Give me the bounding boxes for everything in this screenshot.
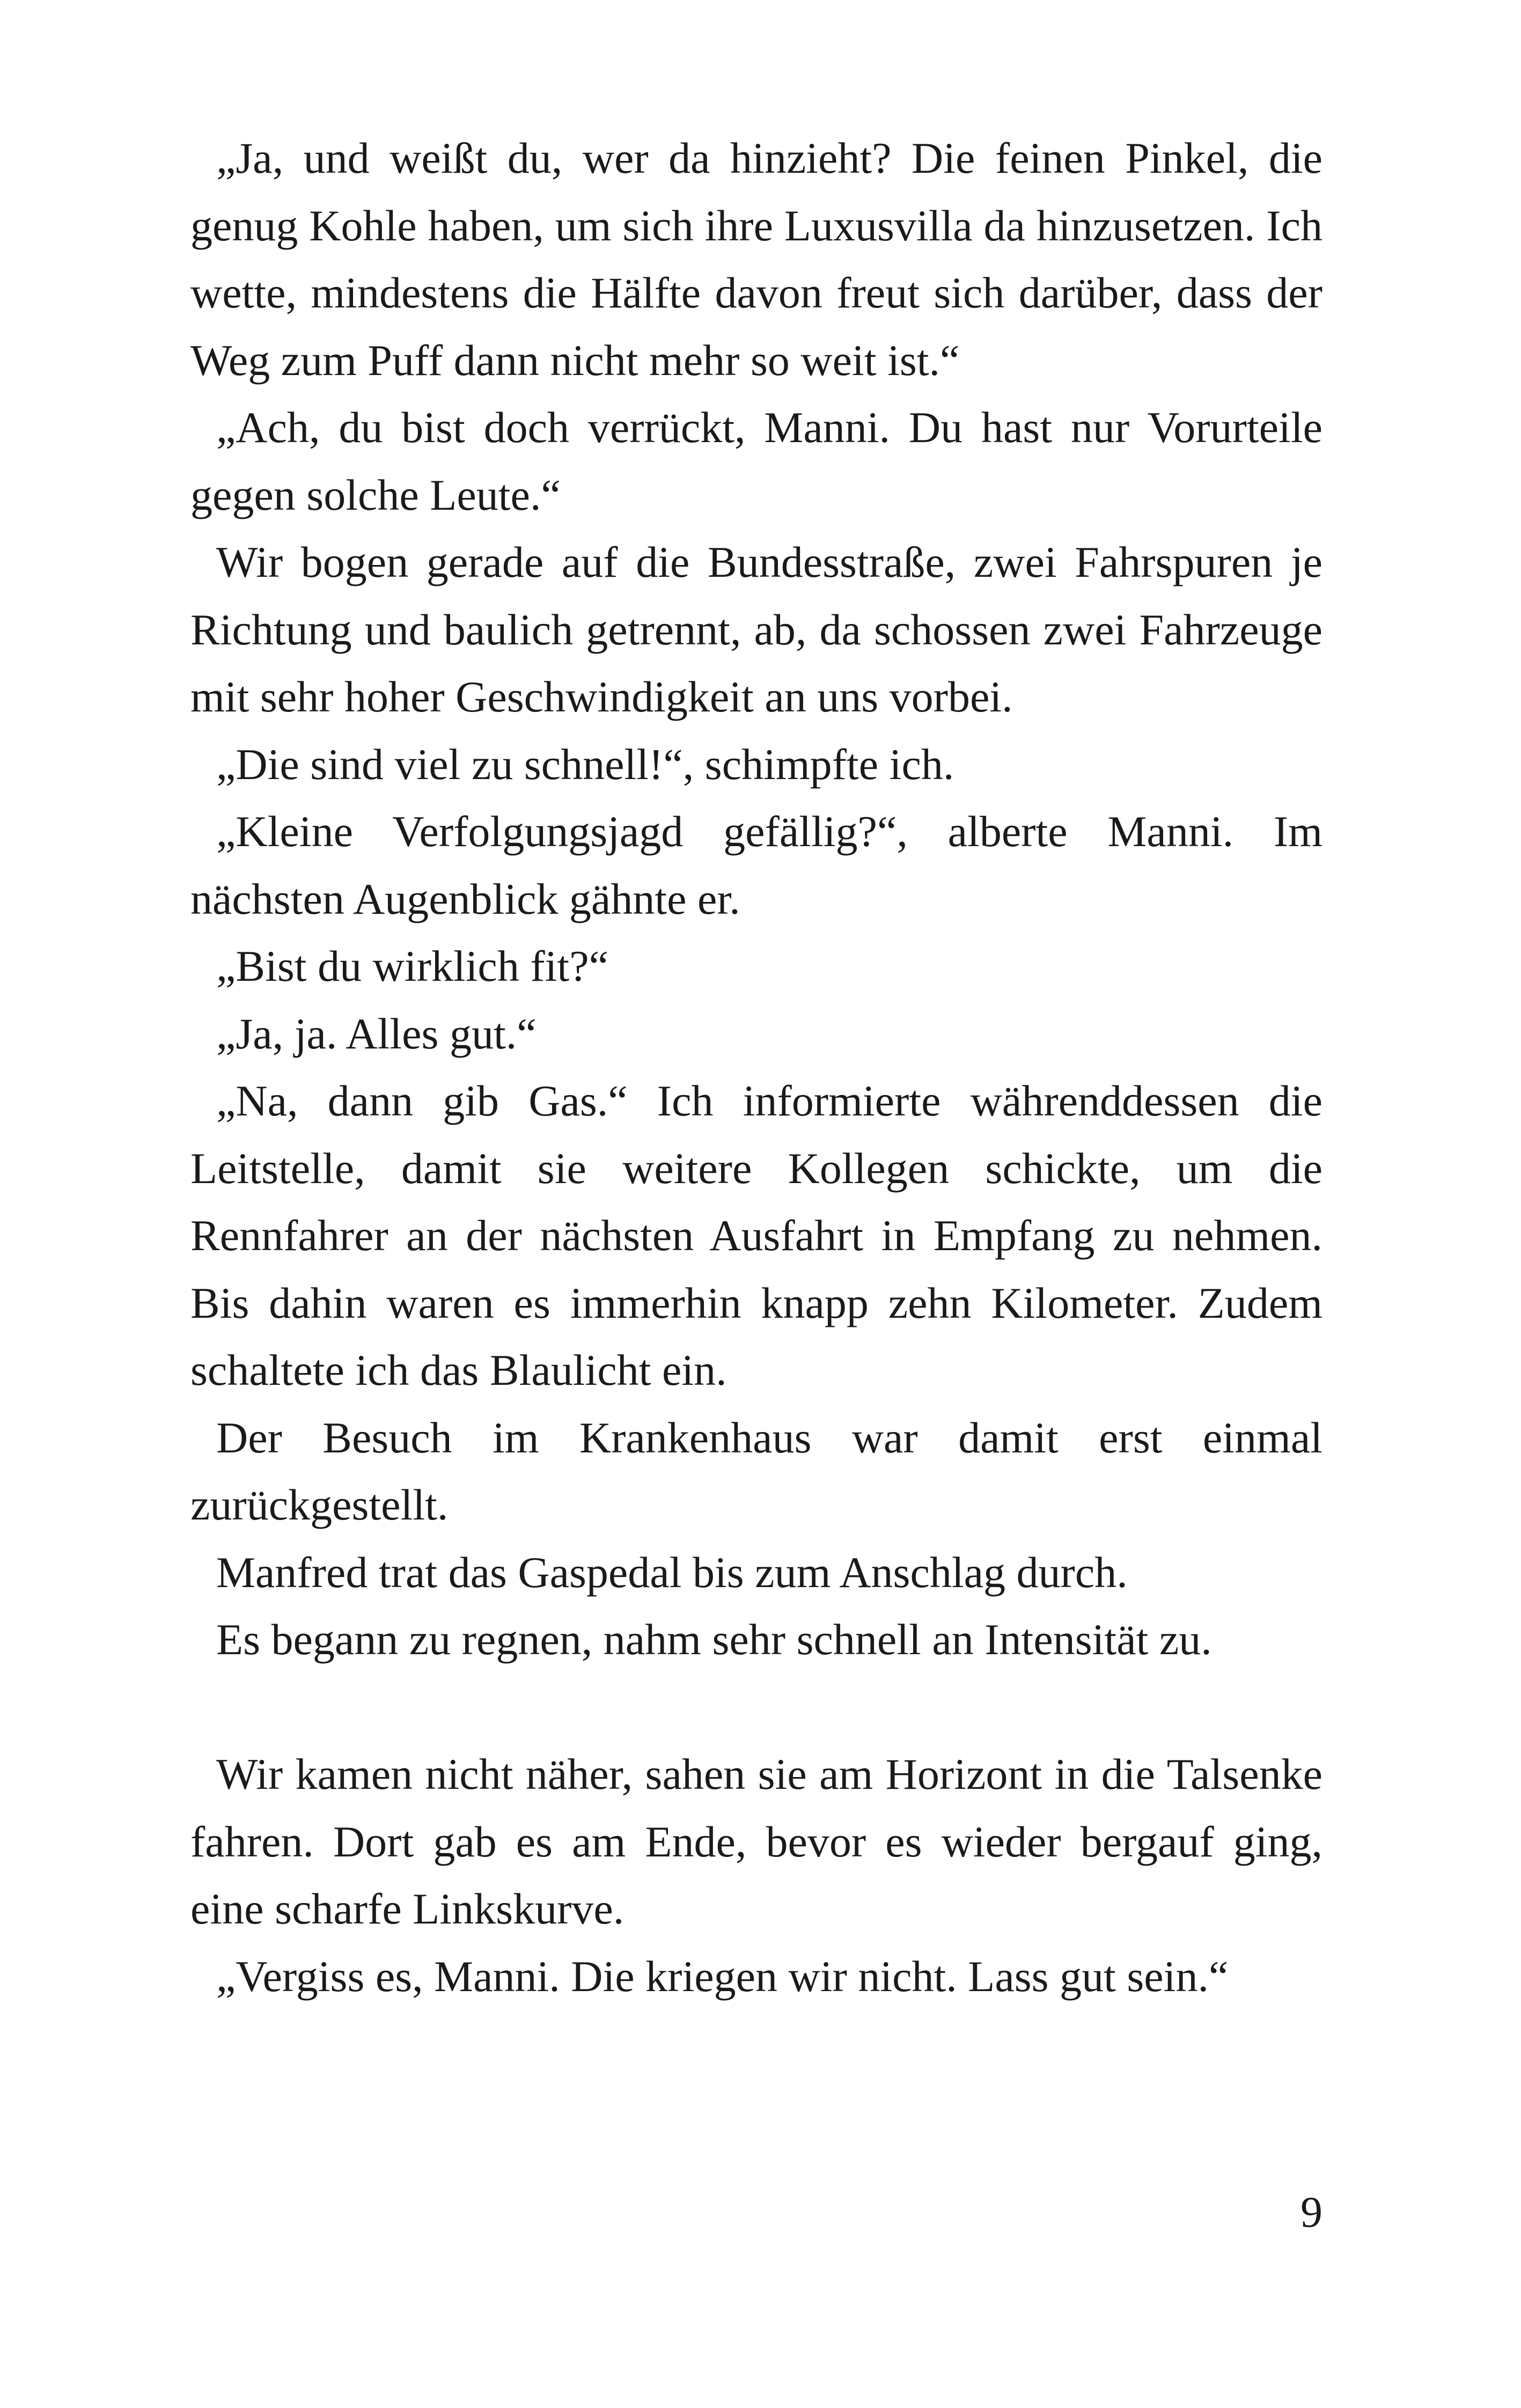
paragraph: Es begann zu regnen, nahm sehr schnell an Intensität zu.: [216, 1615, 1212, 1664]
paragraph: „Ach, du bist doch verrückt, Manni. Du hast nur Vorurteile gegen solche Leute.“: [190, 403, 1322, 519]
section-break: [190, 1673, 1322, 1741]
paragraph: Manfred trat das Gaspedal bis zum Anschlag durch.: [216, 1547, 1128, 1597]
paragraph: „Na, dann gib Gas.“ Ich informierte währenddessen die Leitstelle, damit sie weitere Kollegen schickte, um die Rennfahrer an der nächsten Ausfahrt in Empfang zu nehmen. Bis dahin waren es immerhin knapp zehn Kilometer. Zudem schaltete ich das Blaulicht ein.: [190, 1076, 1322, 1394]
paragraph: Wir kamen nicht näher, sahen sie am Horizont in die Talsenke fahren. Dort gab es am Ende, bevor es wieder bergauf ging, eine scharfe Linkskurve.: [190, 1750, 1322, 1933]
paragraph: „Vergiss es, Manni. Die kriegen wir nicht. Lass gut sein.“: [216, 1951, 1229, 2001]
body-text: [190, 124, 1322, 2010]
paragraph: „Kleine Verfolgungsjagd gefällig?“, alberte Manni. Im nächsten Augenblick gähnte er.: [190, 807, 1322, 923]
paragraph: „Die sind viel zu schnell!“, schimpfte ich.: [216, 739, 954, 789]
paragraph: „Ja, ja. Alles gut.“: [216, 1009, 537, 1058]
paragraph: Wir bogen gerade auf die Bundesstraße, zwei Fahrspuren je Richtung und baulich getrennt, ab, da schossen zwei Fahrzeuge mit sehr hoher Geschwindigkeit an uns vorbei.: [190, 538, 1322, 721]
page-number: 9: [1300, 2187, 1322, 2236]
paragraph: „Bist du wirklich fit?“: [216, 942, 608, 990]
paragraph: Der Besuch im Krankenhaus war damit erst einmal zurückgestellt.: [190, 1413, 1322, 1529]
paragraph: „Ja, und weißt du, wer da hinzieht? Die feinen Pinkel, die genug Kohle haben, um sich ihre Luxusvilla da hinzusetzen. Ich wette, mindestens die Hälfte davon freut sich darüber, dass der Weg zum Puff dann nicht mehr so weit ist.“: [190, 134, 1322, 385]
